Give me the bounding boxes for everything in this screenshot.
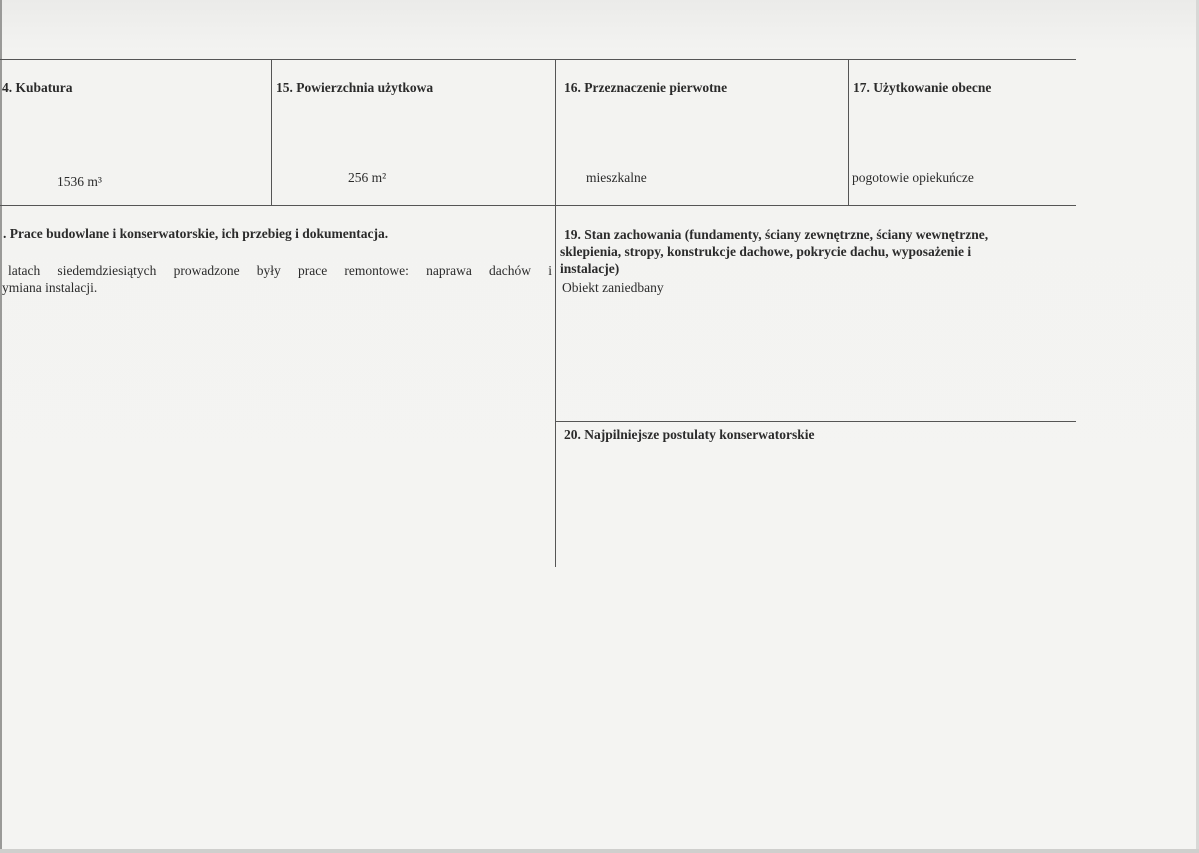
field-16-value: mieszkalne (586, 170, 647, 185)
section-19-20-divider (556, 421, 1076, 422)
field-17-label: 17. Użytkowanie obecne (853, 80, 992, 95)
col-divider-3 (848, 59, 849, 205)
field-14-label: 4. Kubatura (2, 80, 73, 95)
scan-edge-bottom (0, 849, 1199, 853)
field-14-value: 1536 m³ (57, 174, 102, 189)
field-15-label: 15. Powierzchnia użytkowa (276, 80, 434, 95)
row-divider (0, 205, 1076, 206)
field-18-text-line2: ymiana instalacji. (2, 280, 98, 295)
field-20-label: 20. Najpilniejsze postulaty konserwatorskie (564, 427, 815, 442)
scan-edge-left (0, 0, 2, 853)
field-19-label-line1: 19. Stan zachowania (fundamenty, ściany zewnętrzne, ściany wewnętrzne, (564, 227, 989, 242)
field-18-text-line1: latach siedemdziesiątych prowadzone były prace remontowe: naprawa dachów i (8, 263, 552, 278)
col-divider-1 (271, 59, 272, 205)
field-19-label-line3: instalacje) (560, 261, 620, 276)
field-19-value: Obiekt zaniedbany (562, 280, 664, 295)
col-divider-2 (555, 59, 556, 567)
field-15-value: 256 m² (348, 170, 387, 185)
field-18-label: . Prace budowlane i konserwatorskie, ich przebieg i dokumentacja. (3, 226, 389, 241)
field-19-label-line2: sklepienia, stropy, konstrukcje dachowe, pokrycie dachu, wyposażenie i (560, 244, 972, 259)
field-17-value: pogotowie opiekuńcze (852, 170, 974, 185)
field-16-label: 16. Przeznaczenie pierwotne (564, 80, 728, 95)
top-rule (0, 59, 1076, 60)
